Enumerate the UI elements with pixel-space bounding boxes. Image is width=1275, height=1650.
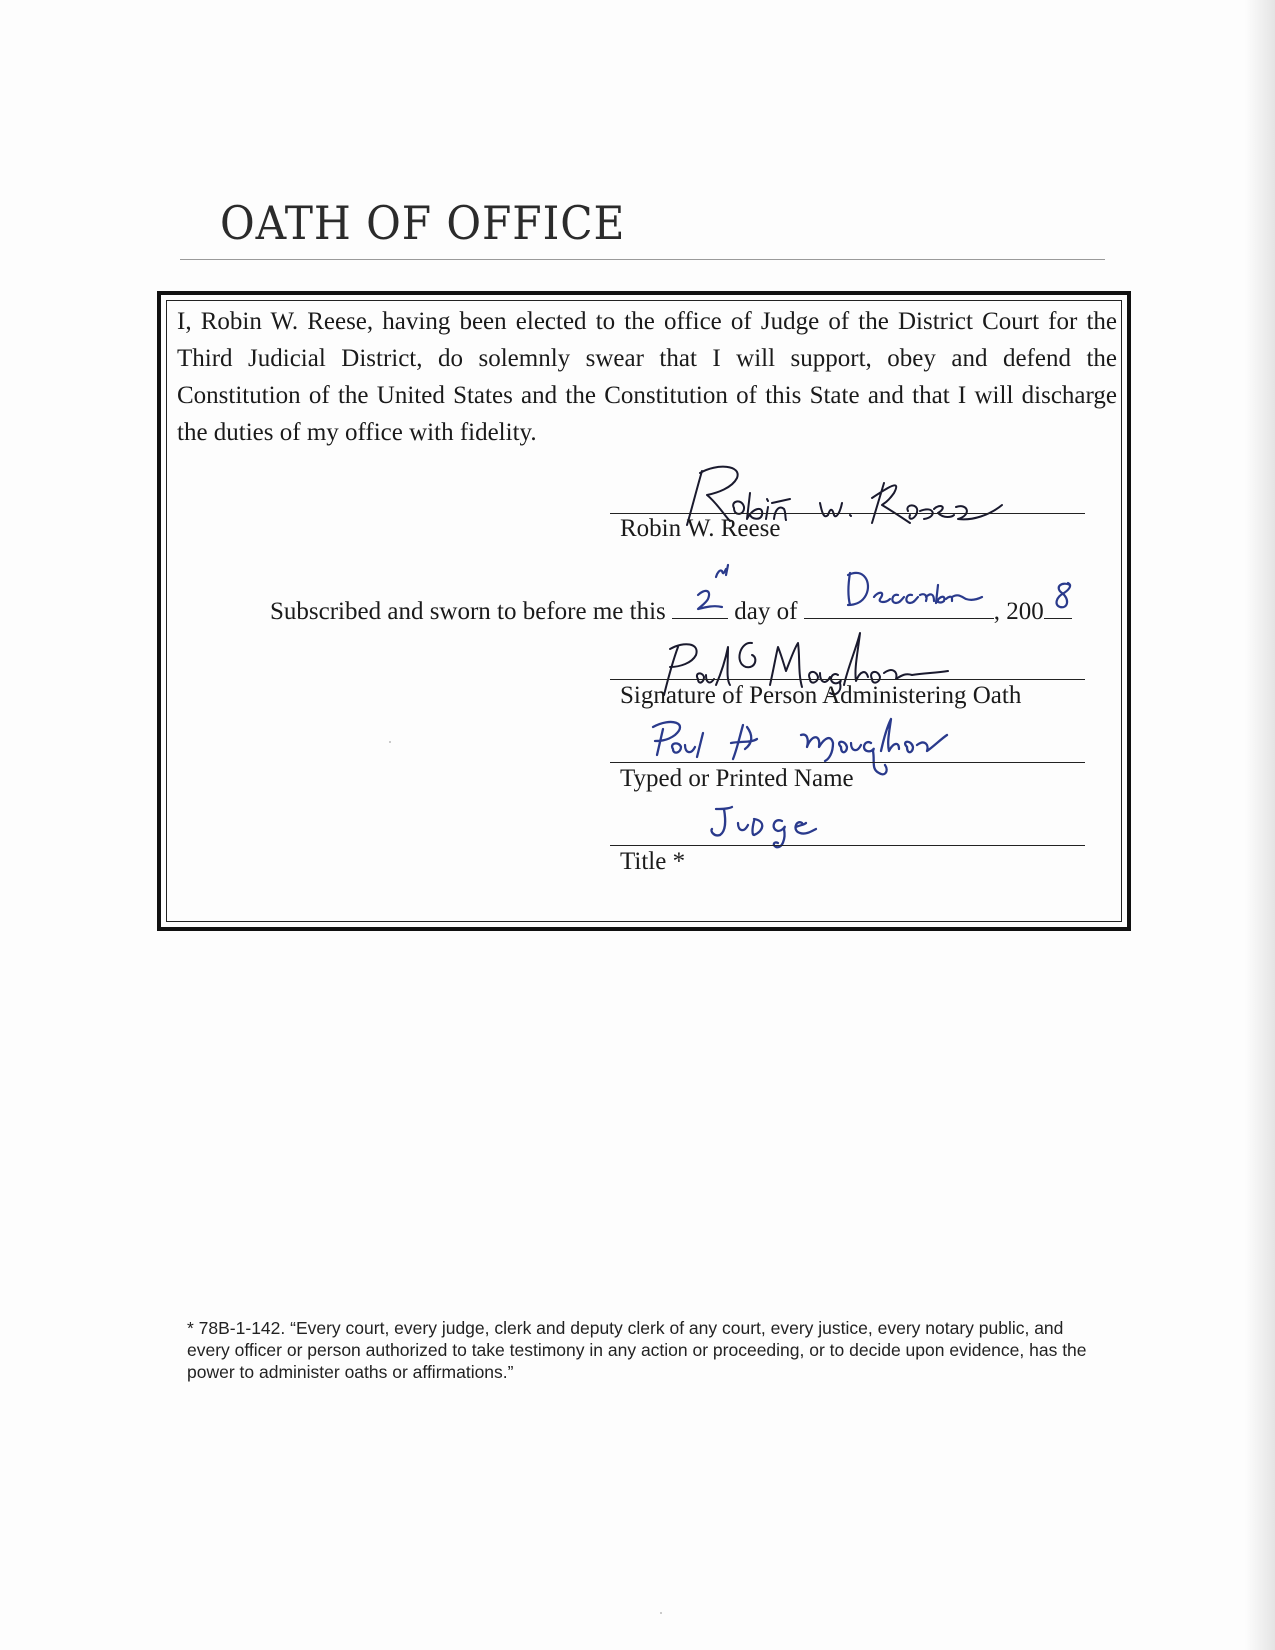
scan-edge-shadow (1245, 0, 1275, 1650)
handwritten-day (690, 563, 740, 615)
statute-footnote: * 78B-1-142. “Every court, every judge, clerk and deputy clerk of any court, every justice, every notary public, and every officer or person authorized to take testimony in any action or proceeding, or to decide upon evidence, has the power to administer oaths or affirmations.” (187, 1318, 1087, 1382)
sworn-day-word: day of (734, 598, 798, 625)
handwritten-year-digit (1050, 579, 1078, 613)
officer-name-label: Robin W. Reese (620, 515, 781, 542)
sworn-year-prefix: , 200 (993, 598, 1044, 625)
title-line (610, 845, 1085, 846)
printed-name-line (610, 762, 1085, 763)
title-handwritten (692, 801, 842, 865)
printed-name-label: Typed or Printed Name (620, 765, 854, 792)
oath-form-box (157, 291, 1131, 931)
officer-signature-line (610, 513, 1085, 514)
oath-form-inner-border (166, 300, 1122, 922)
administrator-signature-line (610, 679, 1085, 680)
title-label: Title * (620, 848, 686, 875)
handwritten-month (842, 563, 992, 615)
oath-statement: I, Robin W. Reese, having been elected to the office of Judge of the District Court for the Third Judicial District, do solemnly swear that I will support, obey and defend the Constitution of the United States and the Constitution of this State and that I will discharge the duties of my office with fidelity. (177, 308, 1117, 446)
administrator-signature-label: Signature of Person Administering Oath (620, 682, 1022, 709)
scan-speck (660, 1612, 662, 1614)
title-divider (180, 259, 1105, 260)
document-title: OATH OF OFFICE (220, 196, 626, 250)
scan-speck (389, 741, 391, 743)
sworn-prefix: Subscribed and sworn to before me this (270, 598, 666, 625)
